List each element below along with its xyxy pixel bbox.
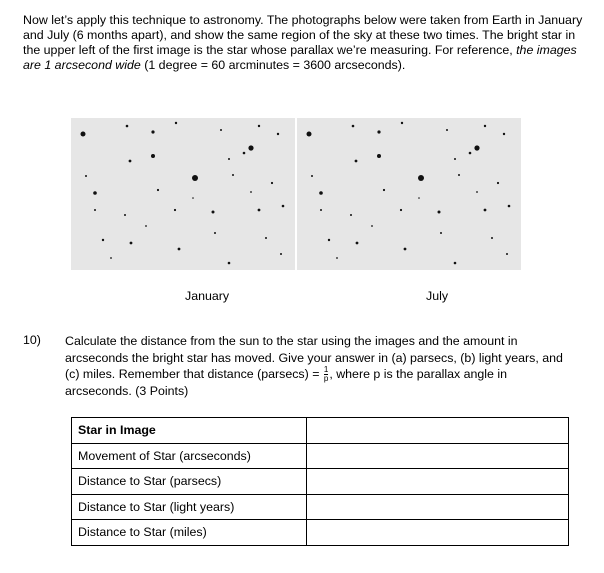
star — [220, 129, 222, 131]
star — [129, 160, 132, 163]
july-star-image — [297, 118, 521, 270]
star — [282, 205, 285, 208]
star — [336, 257, 338, 259]
star — [178, 248, 181, 251]
question-body-end: , where p is the parallax angle in arcseconds. (3 Points) — [65, 367, 508, 399]
star — [454, 158, 456, 160]
star — [85, 175, 87, 177]
answer-cell[interactable] — [307, 469, 569, 495]
july-stars — [307, 122, 511, 264]
fraction-denominator: p — [323, 374, 329, 384]
star — [243, 152, 246, 155]
star — [93, 191, 97, 195]
star — [157, 189, 159, 191]
star — [271, 182, 273, 184]
star — [469, 152, 472, 155]
target-star — [81, 132, 86, 137]
star — [151, 154, 155, 158]
star — [503, 133, 505, 135]
star — [174, 209, 176, 211]
star — [476, 191, 478, 193]
star — [110, 257, 112, 259]
star — [418, 175, 424, 181]
answer-cell[interactable] — [307, 418, 569, 444]
star — [497, 182, 499, 184]
star — [440, 232, 442, 234]
star — [320, 209, 322, 211]
star — [228, 262, 231, 265]
table-row — [72, 494, 569, 520]
july-caption: July — [426, 289, 449, 303]
fraction-numerator: 1 — [323, 365, 329, 375]
answer-cell[interactable] — [307, 520, 569, 546]
star — [175, 122, 177, 124]
row-label: Distance to Star (parsecs) — [72, 469, 307, 495]
intro-text: Now let’s apply this technique to astronomy. The photographs below were taken from Earth in January and July (6 months apart), and show the same region of the sky at these two times. The bright star in the upper left of the first image is the star whose parallax we’re measuring. For reference, — [23, 13, 583, 57]
parallax-fraction — [324, 366, 328, 383]
star — [228, 158, 230, 160]
star — [446, 129, 448, 131]
star — [265, 237, 267, 239]
row-label: Distance to Star (miles) — [72, 520, 307, 546]
table-row — [72, 469, 569, 495]
star — [484, 125, 486, 127]
star — [404, 248, 407, 251]
question-number: 10) — [23, 333, 41, 347]
answer-cell[interactable] — [307, 443, 569, 469]
january-caption: January — [185, 289, 230, 303]
star — [400, 209, 402, 211]
star — [438, 211, 441, 214]
star — [458, 174, 460, 176]
star — [250, 191, 252, 193]
star — [355, 160, 358, 163]
star — [192, 197, 194, 199]
row-label: Distance to Star (light years) — [72, 494, 307, 520]
answer-cell[interactable] — [307, 494, 569, 520]
row-label: Movement of Star (arcseconds) — [72, 443, 307, 469]
star — [214, 232, 216, 234]
star — [474, 145, 479, 150]
january-stars — [81, 122, 285, 264]
star — [352, 125, 355, 128]
intro-italic: the images are 1 arcsecond wide — [23, 43, 577, 72]
star — [102, 239, 104, 241]
intro-text-end: (1 degree = 60 arcminutes = 3600 arcseconds). — [140, 58, 406, 72]
star — [130, 242, 133, 245]
star — [248, 145, 253, 150]
star — [151, 130, 154, 133]
january-star-image — [71, 118, 295, 270]
table-row — [72, 520, 569, 546]
star — [401, 122, 403, 124]
star — [508, 205, 511, 208]
star — [418, 197, 420, 199]
star — [94, 209, 96, 211]
star — [277, 133, 279, 135]
target-star — [307, 132, 312, 137]
star — [377, 130, 380, 133]
table-row — [72, 418, 569, 444]
table-row — [72, 443, 569, 469]
star — [506, 253, 508, 255]
star — [377, 154, 381, 158]
star — [212, 211, 215, 214]
answer-table — [71, 417, 569, 546]
question-body: Calculate the distance from the sun to the star using the images and the amount in arcseconds the bright star has moved. Give your answer in (a) parsecs, (b) light years, and (c) miles. Remember that distance (parsecs) = — [65, 334, 563, 381]
question-text — [65, 333, 570, 400]
star — [258, 209, 261, 212]
star — [491, 237, 493, 239]
star — [319, 191, 323, 195]
row-label: Star in Image — [72, 418, 307, 444]
star — [145, 225, 147, 227]
star — [383, 189, 385, 191]
star — [350, 214, 352, 216]
star — [280, 253, 282, 255]
star — [126, 125, 129, 128]
star — [454, 262, 457, 265]
star — [311, 175, 313, 177]
star — [192, 175, 198, 181]
star — [484, 209, 487, 212]
star — [328, 239, 330, 241]
star — [124, 214, 126, 216]
star — [258, 125, 260, 127]
intro-paragraph — [23, 13, 593, 73]
star — [232, 174, 234, 176]
star — [356, 242, 359, 245]
star — [371, 225, 373, 227]
